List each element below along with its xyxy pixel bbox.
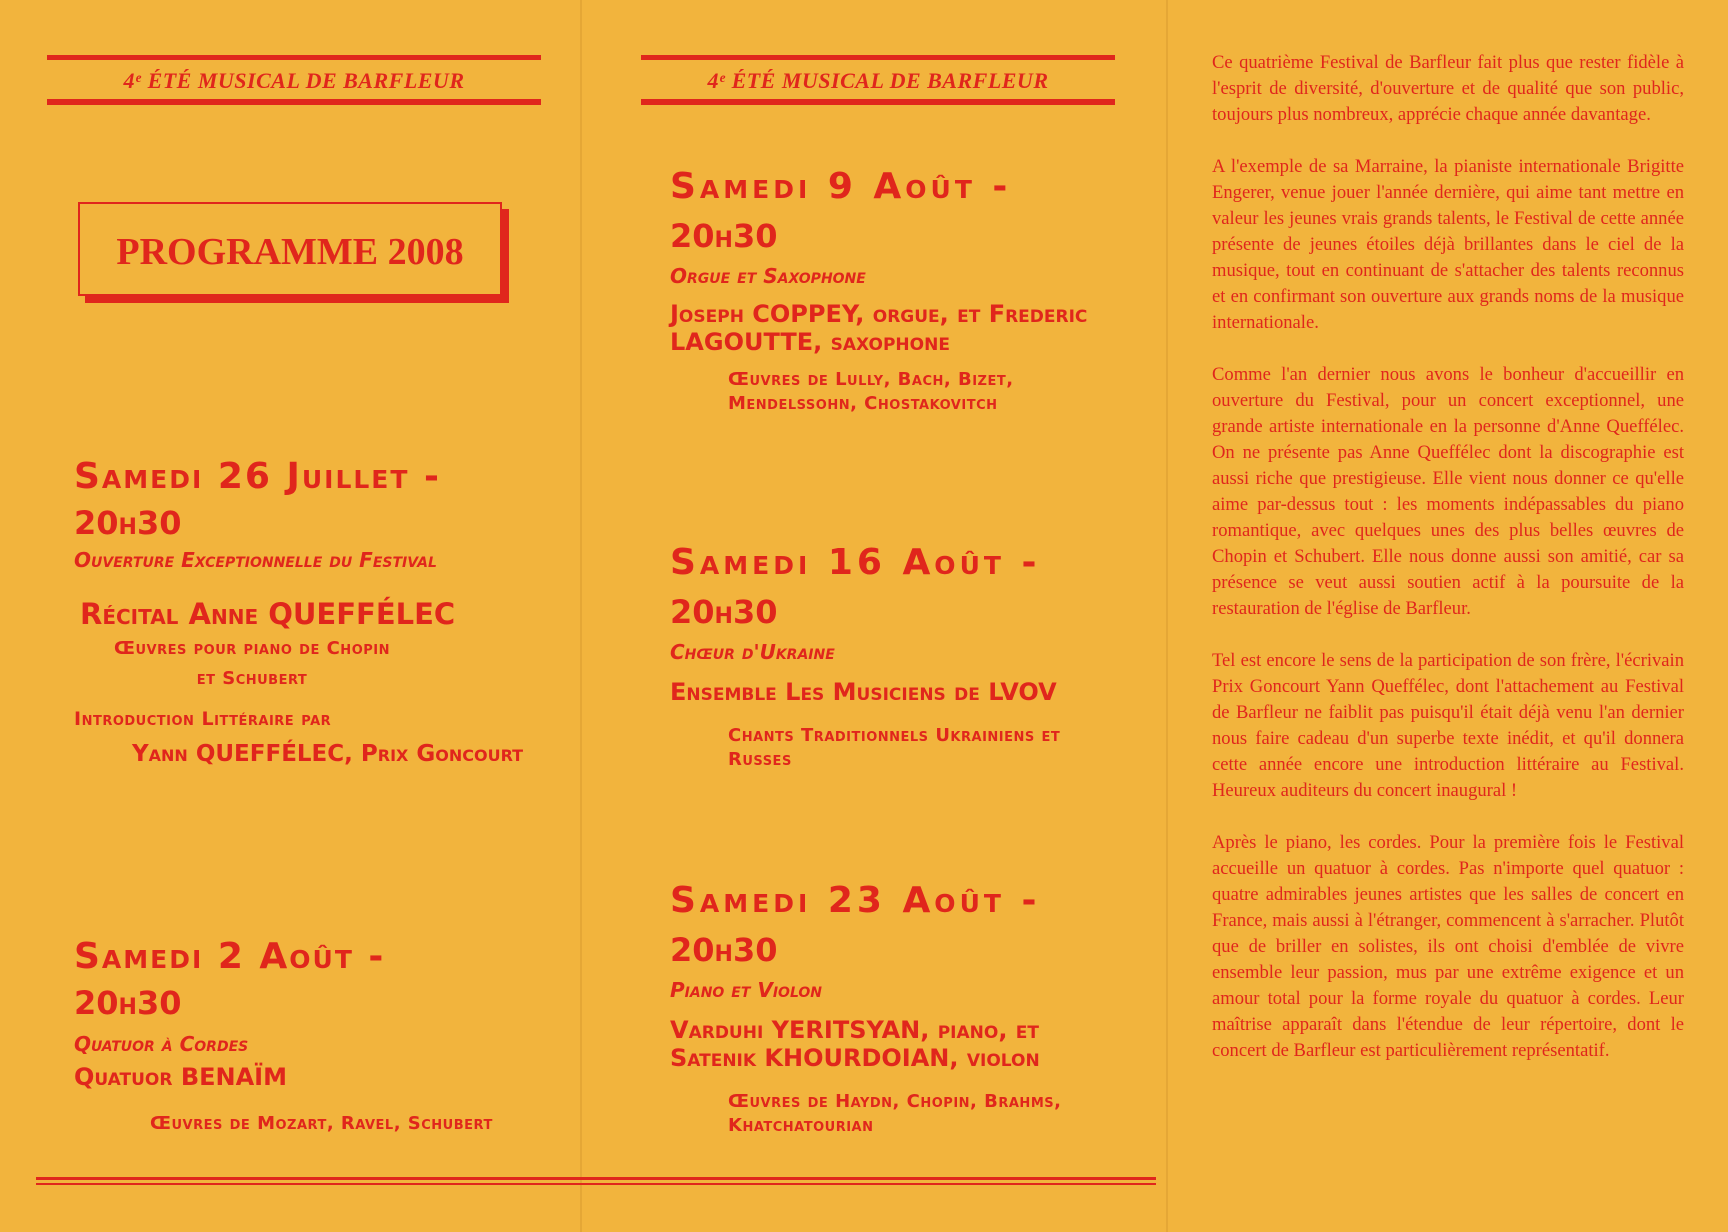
intro-paragraph-4: Tel est encore le sens de la participation de son frère, l'écrivain Prix Goncourt Yann Queffélec, dont l'attachement au Festival de Barfleur ne faiblit pas puisqu'il était déjà venu l'an dernier nous faire cadeau d'un superbe texte inédit, et qu'il donnera cette année encore une introduction littéraire au Festival. Heureux auditeurs du concert inaugural ! xyxy=(1212,650,1684,801)
event-works-line1: Chants Traditionnels Ukrainiens et xyxy=(728,725,1061,746)
fold-line-left xyxy=(580,0,582,1232)
festival-title: 4ᵉ ÉTÉ MUSICAL DE BARFLEUR xyxy=(123,68,465,93)
event-9-aout xyxy=(670,164,1110,416)
event-intro-person: Yann QUEFFÉLEC, Prix Goncourt xyxy=(132,741,524,767)
event-date: Samedi 2 Août - xyxy=(74,936,386,977)
event-intro: Introduction Littéraire par xyxy=(74,708,332,730)
event-26-juillet xyxy=(74,454,554,772)
bottom-rule-top xyxy=(36,1177,1156,1180)
event-works-line2: Mendelssohn, Chostakovitch xyxy=(728,393,998,414)
event-time: 20h30 xyxy=(670,593,778,631)
festival-header-middle xyxy=(641,55,1115,105)
event-time: 20h30 xyxy=(74,984,182,1022)
fold-line-right xyxy=(1166,0,1168,1232)
bottom-rule-bottom xyxy=(36,1183,1156,1185)
event-date: Samedi 23 Août - xyxy=(670,880,1041,921)
festival-title: 4ᵉ ÉTÉ MUSICAL DE BARFLEUR xyxy=(707,68,1049,93)
event-works-line2: Khatchatourian xyxy=(728,1115,874,1136)
intro-paragraph-3: Comme l'an dernier nous avons le bonheur d'accueillir en ouverture du Festival, pour un concert exceptionnel, une grande artiste internationale en la personne d'Anne Queffélec. On ne présente pas Anne Queffélec dont la discographie est aussi riche que prestigieuse. Elle vient nous donner ce qu'elle aime par-dessus tout : les moments indépassables du piano romantique, avec quelques unes des plus belles œuvres de Chopin et Schubert. Elle nous donne aussi son amitié, car sa présence se veut aussi soutien actif à la poursuite de la restauration de l'église de Barfleur. xyxy=(1212,364,1684,619)
event-2-aout xyxy=(74,934,554,1136)
header-rule-bottom xyxy=(641,99,1115,105)
event-performer-line2: LAGOUTTE, saxophone xyxy=(670,328,950,356)
header-rule-bottom xyxy=(47,99,541,105)
event-works-line1: Œuvres de Haydn, Chopin, Brahms, xyxy=(728,1091,1062,1112)
event-date: Samedi 26 Juillet - xyxy=(74,456,441,497)
event-performer-line1: Varduhi YERITSYAN, piano, et xyxy=(670,1016,1040,1044)
program-title-box xyxy=(78,202,502,296)
intro-paragraph-1: Ce quatrième Festival de Barfleur fait plus que rester fidèle à l'esprit de diversité, d'ouverture et de qualité que son public, toujours plus nombreux, apprécie chaque année davantage. xyxy=(1212,52,1684,125)
header-rule-top xyxy=(47,55,541,60)
event-performer-line2: Satenik KHOURDOIAN, violon xyxy=(670,1044,1040,1072)
event-16-aout xyxy=(670,540,1110,772)
event-date: Samedi 9 Août - xyxy=(670,166,1012,207)
event-time: 20h30 xyxy=(74,504,182,542)
event-works-line1: Œuvres pour piano de Chopin xyxy=(113,638,390,659)
festival-introduction-text xyxy=(1212,50,1684,1090)
event-works-line1: Œuvres de Lully, Bach, Bizet, xyxy=(728,369,1014,390)
event-works-line2: Russes xyxy=(728,749,792,770)
event-subtitle: Chœur d'Ukraine xyxy=(670,640,835,664)
header-rule-top xyxy=(641,55,1115,60)
event-time: 20h30 xyxy=(670,217,778,255)
event-23-aout xyxy=(670,878,1110,1138)
event-works: Œuvres de Mozart, Ravel, Schubert xyxy=(150,1113,493,1134)
event-time: 20h30 xyxy=(670,931,778,969)
event-subtitle: Ouverture Exceptionnelle du Festival xyxy=(74,548,437,572)
event-performer: Récital Anne QUEFFÉLEC xyxy=(80,597,456,631)
event-performer-line1: Ensemble Les Musiciens de LVOV xyxy=(670,678,1057,706)
intro-paragraph-5: Après le piano, les cordes. Pour la première fois le Festival accueille un quatuor à cordes. Pas n'importe quel quatuor : quatre admirables jeunes artistes que les salles de concert en France, mais aussi à l'étranger, commencent à s'arracher. Plutôt que de briller en solistes, ils ont choisi d'emblée de vivre ensemble leur passion, mus par une extrême exigence et un amour total pour la forme royale du quatuor à cordes. Leur maîtrise apparaît dans l'étendue de leur répertoire, dont le concert de Barfleur est particulièrement représentatif. xyxy=(1212,832,1684,1061)
event-subtitle: Piano et Violon xyxy=(670,978,822,1002)
event-performer-line1: Joseph COPPEY, orgue, et Frederic xyxy=(670,300,1088,328)
event-performer: Quatuor BENAÏM xyxy=(74,1063,287,1091)
intro-paragraph-2: A l'exemple de sa Marraine, la pianiste internationale Brigitte Engerer, venue jouer l'année dernière, qui aime tant mettre en valeur les jeunes vrais grands talents, le Festival de cette année présente de jeunes étoiles déjà brillantes dans le ciel de la musique, tout en continuant de s'attacher des talents reconnus et en confirmant son ouverture aux grands noms de la musique internationale. xyxy=(1212,156,1684,333)
festival-header-left xyxy=(47,55,541,105)
event-works-line2: et Schubert xyxy=(196,668,308,689)
program-title: PROGRAMME 2008 xyxy=(116,231,464,273)
event-subtitle: Quatuor à Cordes xyxy=(74,1032,249,1056)
event-subtitle: Orgue et Saxophone xyxy=(670,264,866,288)
event-date: Samedi 16 Août - xyxy=(670,542,1041,583)
